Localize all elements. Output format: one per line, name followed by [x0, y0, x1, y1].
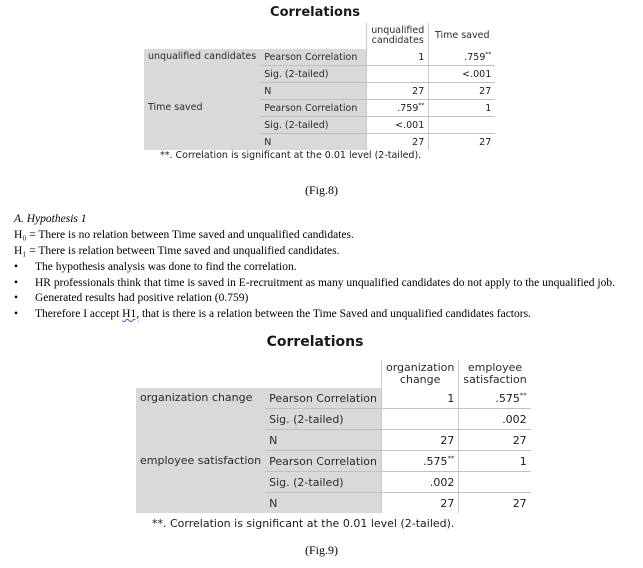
table-footnote: **. Correlation is significant at the 0.01 level (2-tailed). — [152, 517, 455, 530]
stat-label: Sig. (2-tailed) — [260, 117, 367, 134]
value-cell — [429, 117, 496, 134]
column-header-employee-satisfaction: employee satisfaction — [459, 360, 531, 388]
value-cell: <.001 — [367, 117, 429, 134]
table-row — [144, 49, 495, 66]
row-header-employee-satisfaction: employee satisfaction — [136, 451, 265, 514]
stat-label: N — [260, 83, 367, 100]
stat-label: Sig. (2-tailed) — [265, 409, 381, 430]
bullet-icon: • — [14, 277, 19, 289]
null-hypothesis: H₀ = There is no relation between Time saved and unqualified candidates. — [14, 229, 354, 241]
value-cell: .002 — [381, 472, 458, 493]
value-cell: 1 — [459, 451, 531, 472]
correlation-matrix — [136, 360, 531, 513]
value-cell: .759** — [429, 49, 496, 66]
bullet-icon: • — [14, 308, 19, 320]
list-item: • The hypothesis analysis was done to find the correlation. — [14, 261, 297, 273]
value-cell — [381, 409, 458, 430]
column-header-unqualified-candidates: unqualified candidates — [367, 23, 429, 49]
value-cell: <.001 — [429, 66, 496, 83]
value-cell: .575** — [459, 388, 531, 409]
stat-label: Pearson Correlation — [265, 388, 381, 409]
value-cell: 1 — [367, 49, 429, 66]
row-header-time-saved: Time saved — [144, 100, 260, 151]
value-cell: .759** — [367, 100, 429, 117]
stat-label: N — [265, 493, 381, 514]
table-title: Correlations — [266, 334, 364, 350]
alternative-hypothesis: H₁ = There is relation between Time saved and unqualified candidates. — [14, 245, 340, 257]
bullet-icon: • — [14, 292, 19, 304]
stat-label: N — [260, 134, 367, 151]
value-cell: 27 — [459, 430, 531, 451]
stat-label: Pearson Correlation — [260, 100, 367, 117]
value-cell — [367, 66, 429, 83]
row-header-organization-change: organization change — [136, 388, 265, 451]
stat-label: Pearson Correlation — [260, 49, 367, 66]
value-cell: 27 — [429, 134, 496, 151]
value-cell: .002 — [459, 409, 531, 430]
figure-caption-fig8: (Fig.8) — [305, 183, 338, 197]
stat-label: N — [265, 430, 381, 451]
column-header-organization-change: organization change — [381, 360, 458, 388]
table-row — [136, 388, 531, 409]
row-header-unqualified-candidates: unqualified candidates — [144, 49, 260, 100]
stat-label: Pearson Correlation — [265, 451, 381, 472]
value-cell: .575** — [381, 451, 458, 472]
hypothesis-heading: A. Hypothesis 1 — [14, 213, 87, 225]
value-cell: 27 — [429, 83, 496, 100]
figure-caption-fig9: (Fig.9) — [305, 543, 338, 557]
correlations-table-fig8 — [0, 0, 643, 175]
list-item: • Therefore I accept H1, that is there is a relation between the Time Saved and unqualified candidates factors. — [14, 308, 531, 320]
list-item: • HR professionals think that time is saved in E-recruitment as many unqualified candidates do not apply to the unqualified job. — [14, 277, 615, 289]
stat-label: Sig. (2-tailed) — [265, 472, 381, 493]
spellcheck-underline: H1, — [122, 308, 140, 320]
column-header-time-saved: Time saved — [429, 23, 496, 49]
list-item: • Generated results had positive relation (0.759) — [14, 292, 249, 304]
bullet-icon: • — [14, 261, 19, 273]
value-cell — [459, 472, 531, 493]
value-cell: 27 — [367, 83, 429, 100]
table-row — [144, 100, 495, 117]
value-cell: 1 — [381, 388, 458, 409]
value-cell: 27 — [367, 134, 429, 151]
correlation-matrix — [144, 23, 495, 150]
correlations-table-fig9 — [0, 330, 643, 535]
table-title: Correlations — [270, 5, 360, 20]
table-row — [136, 451, 531, 472]
stat-label: Sig. (2-tailed) — [260, 66, 367, 83]
value-cell: 27 — [459, 493, 531, 514]
value-cell: 1 — [429, 100, 496, 117]
value-cell: 27 — [381, 430, 458, 451]
table-footnote: **. Correlation is significant at the 0.01 level (2-tailed). — [160, 150, 422, 161]
value-cell: 27 — [381, 493, 458, 514]
